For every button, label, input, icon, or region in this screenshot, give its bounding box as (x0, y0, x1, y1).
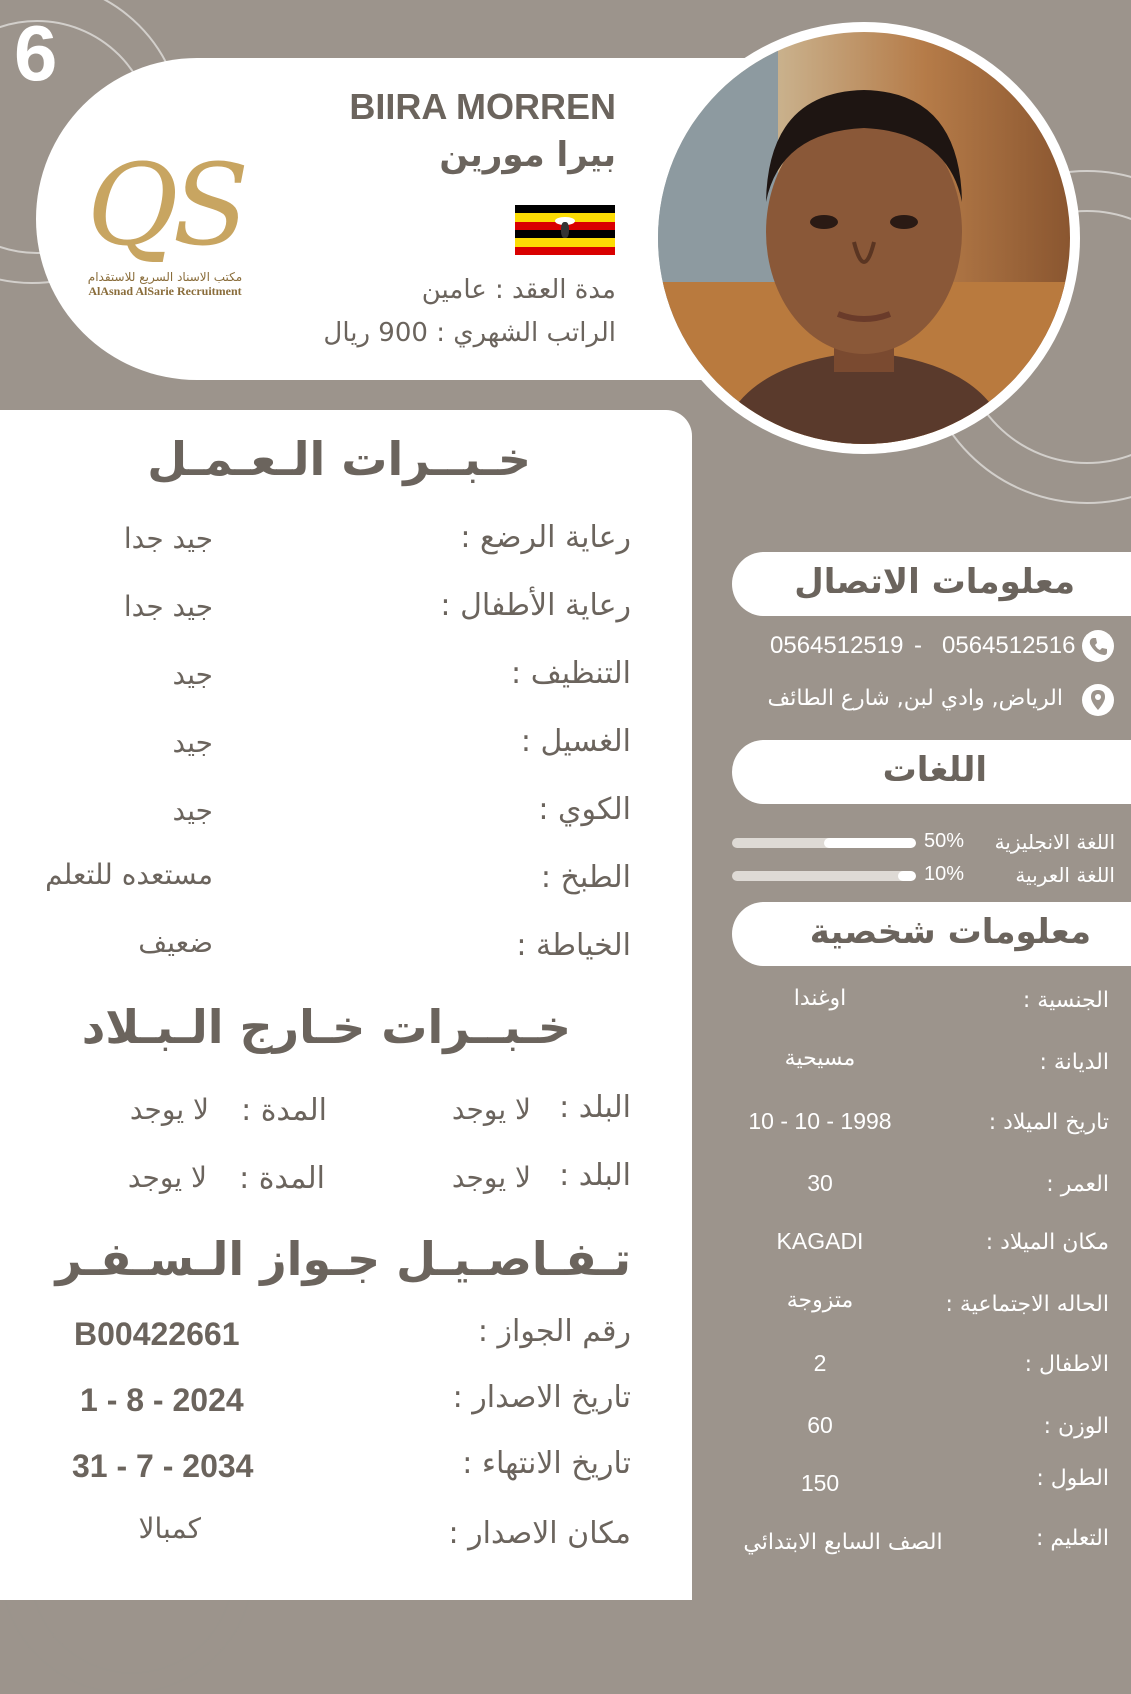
worker-name-english: BIIRA MORREN (349, 86, 616, 127)
worker-photo (658, 32, 1070, 444)
work-value: جيد جدا (123, 590, 213, 623)
language-level-fill (898, 871, 916, 881)
passport-label: مكان الاصدار : (448, 1516, 631, 1551)
phone-separator: - (914, 632, 922, 659)
personal-value: متزوجة (786, 1288, 854, 1313)
personal-label: العمر : (1046, 1172, 1109, 1197)
language-level-fill (824, 838, 916, 848)
abroad-duration-label: المدة : (241, 1093, 327, 1128)
personal-value: الصف السابع الابتدائي (743, 1530, 943, 1555)
personal-label: الاطفال : (1024, 1352, 1109, 1377)
abroad-duration-label: المدة : (239, 1161, 325, 1196)
passport-label: تاريخ الانتهاء : (462, 1446, 631, 1481)
work-label: الكوي : (538, 792, 631, 827)
passport-value: 1 - 8 - 2024 (80, 1382, 244, 1418)
language-level-bar (732, 838, 916, 848)
work-value: جيد جدا (123, 522, 213, 555)
worker-name-arabic: بيرا مورين (439, 135, 616, 175)
work-value: جيد (172, 794, 213, 827)
personal-value: 150 (800, 1470, 840, 1496)
personal-label: الحاله الاجتماعية : (945, 1292, 1109, 1317)
work-label: الخياطة : (516, 928, 631, 963)
passport-value: B00422661 (74, 1316, 240, 1352)
personal-value: KAGADI (776, 1228, 864, 1254)
personal-info-title: معلومات شخصية (809, 912, 1091, 952)
personal-value: مسيحية (784, 1046, 856, 1071)
personal-value: 30 (807, 1170, 833, 1196)
personal-value: 60 (807, 1412, 833, 1438)
contact-title: معلومات الاتصال (794, 562, 1075, 602)
monthly-salary: الراتب الشهري : 900 ريال (323, 318, 616, 348)
personal-label: الديانة : (1039, 1050, 1109, 1075)
work-experience-title: خـبــرات الـعـمـل (147, 432, 531, 486)
logo-mark: QS (86, 141, 244, 271)
language-percent: 50% (924, 830, 965, 852)
work-label: رعاية الرضع : (460, 520, 631, 555)
passport-value: كمبالا (138, 1512, 201, 1545)
work-label: الطبخ : (540, 860, 631, 895)
page-number: 6 (14, 9, 58, 97)
work-label: رعاية الأطفال : (440, 588, 631, 623)
logo-arabic-text: مكتب الاسناد السريع للاستقدام (87, 270, 243, 284)
contract-duration: مدة العقد : عامين (421, 275, 616, 305)
work-label: التنظيف : (511, 656, 631, 691)
languages-title: اللغات (882, 750, 987, 790)
abroad-country-value: لا يوجد (451, 1161, 531, 1194)
work-value: مستعده للتعلم (45, 858, 213, 891)
abroad-country-label: البلد : (559, 1158, 631, 1193)
personal-label: الجنسية : (1022, 988, 1109, 1013)
company-logo (60, 141, 270, 299)
personal-value: 2 (813, 1350, 827, 1376)
location-pin-icon (1082, 684, 1114, 716)
passport-label: تاريخ الاصدار : (452, 1380, 631, 1415)
language-label: اللغة العربية (1015, 863, 1115, 887)
abroad-duration-value: لا يوجد (127, 1161, 207, 1194)
personal-value: اوغندا (793, 986, 847, 1011)
work-value: ضعيف (138, 926, 213, 959)
logo-english-text: AlAsnad AlSarie Recruitment (88, 284, 242, 298)
passport-label: رقم الجواز : (477, 1314, 631, 1349)
address: الرياض, وادي لبن, شارع الطائف (767, 686, 1063, 711)
language-percent: 10% (924, 863, 965, 885)
personal-label: تاريخ الميلاد : (988, 1110, 1109, 1135)
personal-value: 10 - 10 - 1998 (748, 1108, 892, 1134)
passport-details-title: تـفـاصـيـل جـواز الـسـفـر (55, 1232, 631, 1286)
abroad-duration-value: لا يوجد (129, 1093, 209, 1126)
personal-label: مكان الميلاد : (985, 1230, 1109, 1255)
work-label: الغسيل : (520, 724, 631, 759)
phone-number: 0564512519 (770, 632, 904, 659)
personal-label: التعليم : (1035, 1526, 1109, 1551)
phone-icon (1082, 630, 1114, 662)
language-level-bar (732, 871, 916, 881)
language-label: اللغة الانجليزية (994, 830, 1115, 854)
phone-number: 0564512516 (942, 632, 1076, 659)
abroad-experience-title: خـبــرات خـارج الـبـلاد (81, 1000, 571, 1054)
work-value: جيد (172, 726, 213, 759)
abroad-country-label: البلد : (559, 1090, 631, 1125)
personal-label: الوزن : (1043, 1414, 1109, 1439)
work-value: جيد (172, 658, 213, 691)
personal-label: الطول : (1036, 1466, 1109, 1491)
passport-value: 31 - 7 - 2034 (72, 1448, 254, 1484)
uganda-flag-icon (515, 205, 615, 255)
abroad-country-value: لا يوجد (451, 1093, 531, 1126)
